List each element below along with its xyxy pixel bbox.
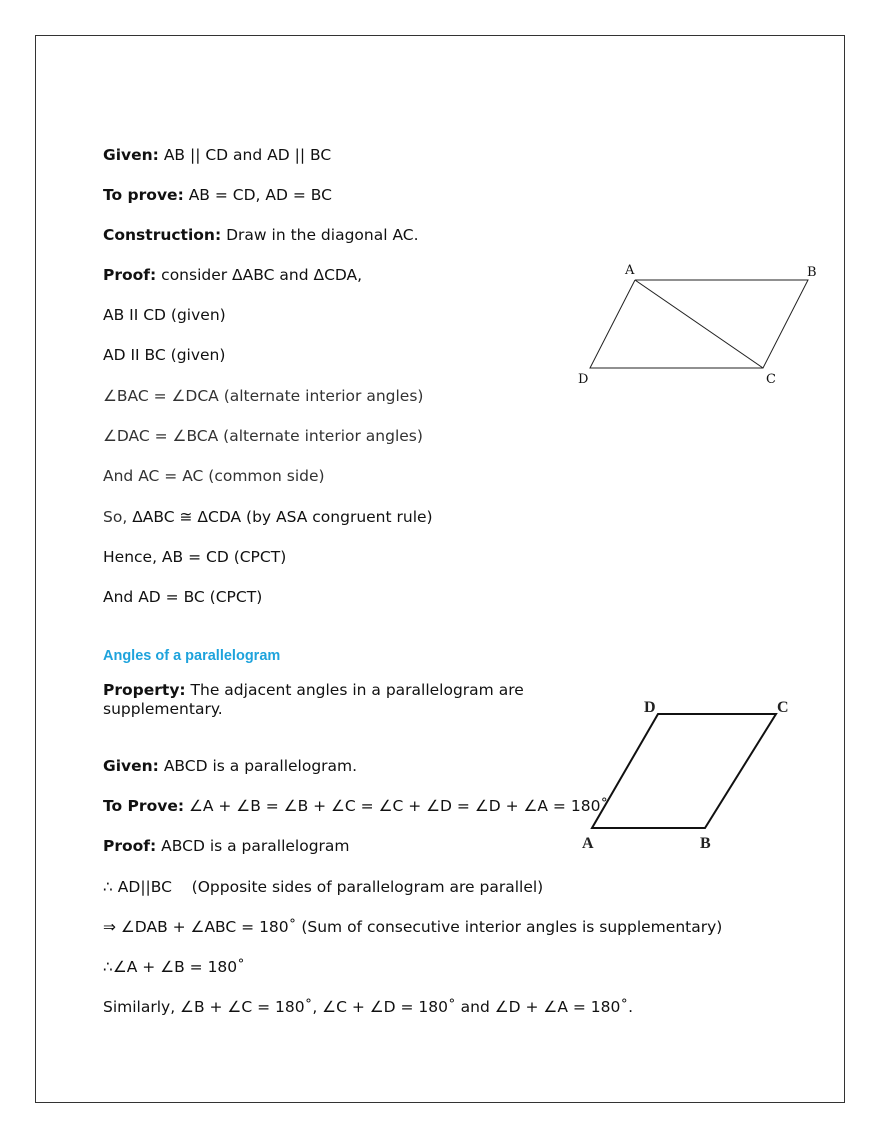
vertex-a-label: A: [625, 263, 635, 278]
vertex-a-label-2: A: [582, 835, 594, 852]
proof-step-6: So, ΔABC ≅ ΔCDA (by ASA congruent rule): [103, 508, 433, 526]
proof-step-5: And AC = AC (common side): [103, 467, 325, 485]
to-prove-line: To prove: AB = CD, AD = BC: [103, 186, 332, 204]
proof2-step-4: Similarly, ∠B + ∠C = 180˚, ∠C + ∠D = 180˚ and ∠D + ∠A = 180˚.: [103, 998, 634, 1016]
given-line: Given: AB || CD and AD || BC: [103, 146, 332, 164]
vertex-b-label-2: B: [700, 835, 711, 852]
construction-line: Construction: Draw in the diagonal AC.: [103, 226, 419, 244]
parallelogram-figure-2: [570, 690, 800, 865]
parallelogram-figure-1: [570, 258, 830, 393]
given-line-2: Given: ABCD is a parallelogram.: [103, 757, 358, 775]
proof-step-1: AB II CD (given): [103, 306, 226, 324]
proof-step-2: AD II BC (given): [103, 346, 226, 364]
to-prove-line-2: To Prove: ∠A + ∠B = ∠B + ∠C = ∠C + ∠D = ∠D + ∠A = 180˚: [103, 797, 609, 815]
proof2-step-3: ∴∠A + ∠B = 180˚: [103, 958, 245, 976]
vertex-c-label-2: C: [777, 699, 789, 716]
section-heading: Angles of a parallelogram: [103, 648, 281, 664]
vertex-d-label: D: [578, 372, 589, 387]
proof-step-3: ∠BAC = ∠DCA (alternate interior angles): [103, 387, 424, 405]
vertex-d-label-2: D: [644, 699, 656, 716]
vertex-b-label: B: [807, 265, 817, 280]
proof-step-8: And AD = BC (CPCT): [103, 588, 263, 606]
proof-line-2: Proof: ABCD is a parallelogram: [103, 837, 350, 855]
proof-step-7: Hence, AB = CD (CPCT): [103, 548, 287, 566]
proof-step-4: ∠DAC = ∠BCA (alternate interior angles): [103, 427, 423, 445]
vertex-c-label: C: [766, 372, 776, 387]
property-text: Property: The adjacent angles in a parallelogram are supplementary.: [103, 681, 524, 718]
proof2-step-1: ∴ AD||BC (Opposite sides of parallelogram are parallel): [103, 878, 544, 896]
proof-line: Proof: consider ΔABC and ΔCDA,: [103, 266, 363, 284]
proof2-step-2: ⇒ ∠DAB + ∠ABC = 180˚ (Sum of consecutive interior angles is supplementary): [103, 918, 723, 936]
